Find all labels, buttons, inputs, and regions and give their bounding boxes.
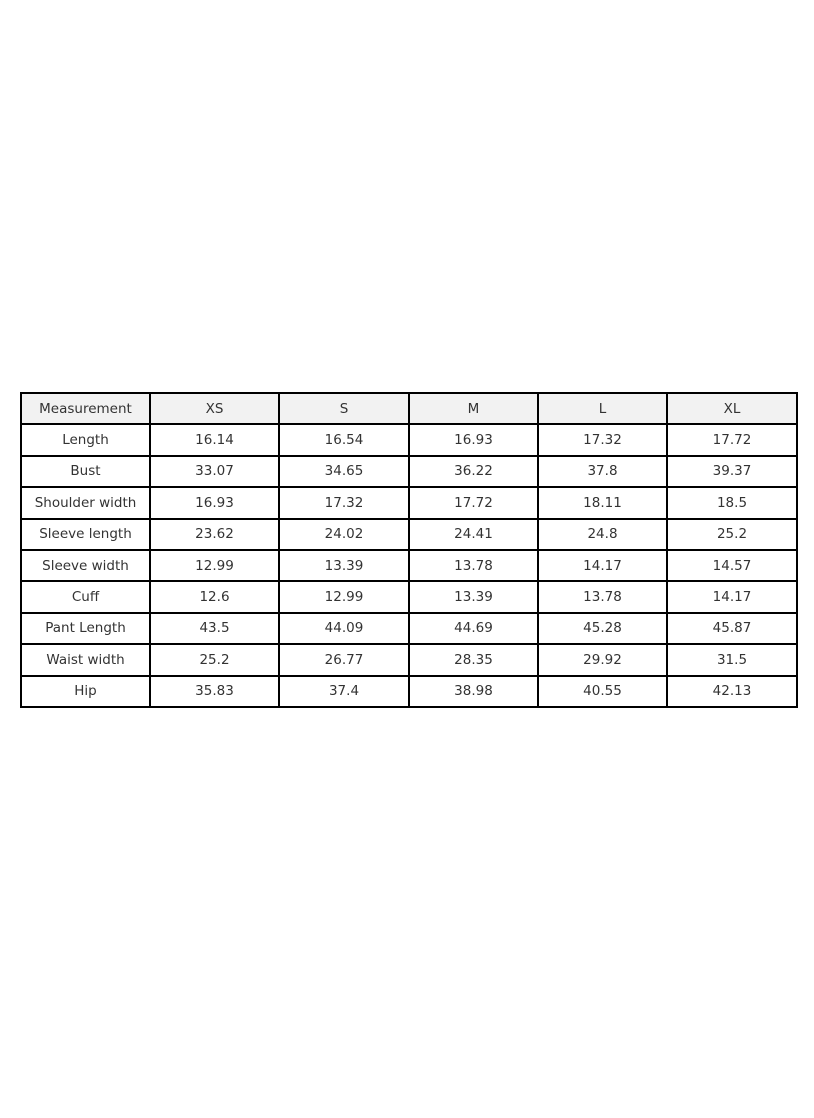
table-cell: 13.39 — [279, 550, 409, 581]
table-cell: 34.65 — [279, 456, 409, 487]
table-row — [21, 487, 797, 518]
table-row — [21, 676, 797, 707]
table-body — [21, 424, 797, 707]
table-cell: 12.99 — [279, 581, 409, 612]
table-cell: 14.17 — [667, 581, 797, 612]
table-cell: 13.78 — [538, 581, 667, 612]
table-cell: 14.17 — [538, 550, 667, 581]
row-label: Sleeve width — [21, 550, 150, 581]
table-cell: 16.93 — [150, 487, 279, 518]
table-cell: 17.32 — [538, 424, 667, 455]
header-row — [21, 393, 797, 424]
table-row — [21, 550, 797, 581]
table-cell: 17.72 — [667, 424, 797, 455]
table-row — [21, 613, 797, 644]
table-cell: 26.77 — [279, 644, 409, 675]
row-label: Bust — [21, 456, 150, 487]
row-label: Length — [21, 424, 150, 455]
header-size-m: M — [409, 393, 538, 424]
header-size-l: L — [538, 393, 667, 424]
table-cell: 43.5 — [150, 613, 279, 644]
row-label: Cuff — [21, 581, 150, 612]
table-cell: 23.62 — [150, 519, 279, 550]
row-label: Pant Length — [21, 613, 150, 644]
table-cell: 28.35 — [409, 644, 538, 675]
row-label: Waist width — [21, 644, 150, 675]
table-cell: 35.83 — [150, 676, 279, 707]
table-cell: 18.5 — [667, 487, 797, 518]
header-measurement: Measurement — [21, 393, 150, 424]
header-size-xl: XL — [667, 393, 797, 424]
table-cell: 12.99 — [150, 550, 279, 581]
table-cell: 17.32 — [279, 487, 409, 518]
table-cell: 40.55 — [538, 676, 667, 707]
table-cell: 13.78 — [409, 550, 538, 581]
row-label: Hip — [21, 676, 150, 707]
table-cell: 16.14 — [150, 424, 279, 455]
table-cell: 24.8 — [538, 519, 667, 550]
size-chart-table — [20, 392, 798, 708]
table-row — [21, 581, 797, 612]
table-cell: 18.11 — [538, 487, 667, 518]
table-cell: 44.69 — [409, 613, 538, 644]
table-cell: 16.54 — [279, 424, 409, 455]
table-cell: 12.6 — [150, 581, 279, 612]
table-cell: 25.2 — [667, 519, 797, 550]
table-cell: 44.09 — [279, 613, 409, 644]
row-label: Shoulder width — [21, 487, 150, 518]
table-cell: 45.87 — [667, 613, 797, 644]
table-cell: 37.8 — [538, 456, 667, 487]
table-cell: 17.72 — [409, 487, 538, 518]
table-row — [21, 519, 797, 550]
table-cell: 16.93 — [409, 424, 538, 455]
table-cell: 31.5 — [667, 644, 797, 675]
row-label: Sleeve length — [21, 519, 150, 550]
table-row — [21, 644, 797, 675]
table-cell: 37.4 — [279, 676, 409, 707]
table-cell: 42.13 — [667, 676, 797, 707]
table-header — [21, 393, 797, 424]
table-cell: 39.37 — [667, 456, 797, 487]
table-cell: 13.39 — [409, 581, 538, 612]
table-cell: 14.57 — [667, 550, 797, 581]
table-row — [21, 456, 797, 487]
table-cell: 29.92 — [538, 644, 667, 675]
header-size-xs: XS — [150, 393, 279, 424]
table-cell: 36.22 — [409, 456, 538, 487]
table-cell: 45.28 — [538, 613, 667, 644]
table-row — [21, 424, 797, 455]
table-cell: 25.2 — [150, 644, 279, 675]
table-cell: 24.02 — [279, 519, 409, 550]
header-size-s: S — [279, 393, 409, 424]
table-cell: 24.41 — [409, 519, 538, 550]
table-cell: 33.07 — [150, 456, 279, 487]
table-cell: 38.98 — [409, 676, 538, 707]
